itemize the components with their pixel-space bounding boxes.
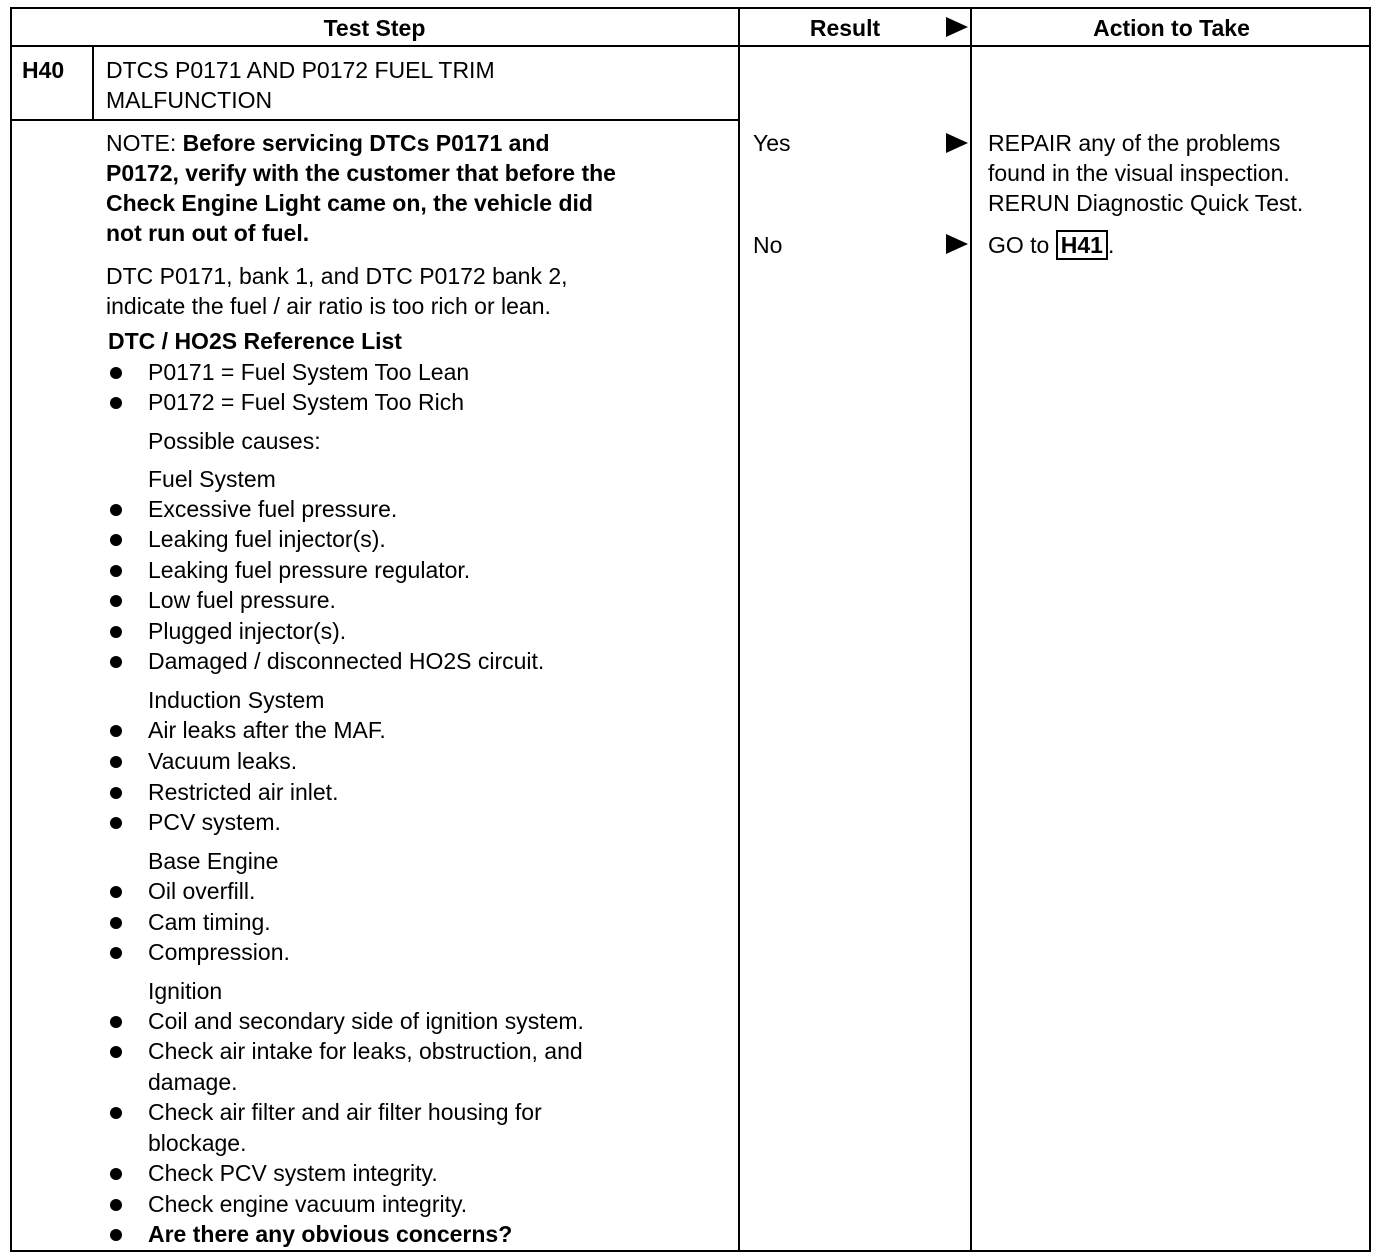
bullet-icon	[110, 817, 122, 829]
fuel-item: Excessive fuel pressure.	[148, 496, 398, 522]
base-engine-title: Base Engine	[148, 848, 279, 874]
bullet-icon	[110, 1199, 122, 1211]
ignition-item-continued: blockage.	[148, 1130, 247, 1156]
result-no-arrow-icon	[946, 234, 968, 254]
header-divider	[10, 45, 1371, 47]
bullet-icon	[110, 947, 122, 959]
step-id-divider	[92, 45, 94, 120]
induction-item: PCV system.	[148, 809, 281, 835]
fuel-item: Leaking fuel pressure regulator.	[148, 557, 471, 583]
fuel-system-title: Fuel System	[148, 466, 276, 492]
step-title-divider	[10, 119, 739, 121]
base-engine-item: Compression.	[148, 939, 290, 965]
bullet-icon	[110, 1229, 122, 1241]
note-line2: P0172, verify with the customer that before the	[106, 160, 616, 186]
fuel-item: Plugged injector(s).	[148, 618, 347, 644]
note-line4: not run out of fuel.	[106, 220, 310, 246]
column-divider-result	[738, 7, 740, 1252]
result-no: No	[753, 232, 783, 258]
goto-step-link[interactable]: H41	[1056, 230, 1108, 260]
bullet-icon	[110, 504, 122, 516]
ignition-item-continued: damage.	[148, 1069, 238, 1095]
bullet-icon	[110, 534, 122, 546]
ignition-item: Check air filter and air filter housing for	[148, 1099, 542, 1125]
ignition-question: Are there any obvious concerns?	[148, 1221, 513, 1247]
note-line3: Check Engine Light came on, the vehicle did	[106, 190, 593, 216]
induction-system-title: Induction System	[148, 687, 325, 713]
reference-item: P0172 = Fuel System Too Rich	[148, 389, 464, 415]
ignition-title: Ignition	[148, 978, 223, 1004]
fuel-item: Leaking fuel injector(s).	[148, 526, 386, 552]
reference-title: DTC / HO2S Reference List	[108, 328, 402, 354]
ignition-item: Check engine vacuum integrity.	[148, 1191, 468, 1217]
header-test-step: Test Step	[323, 15, 426, 41]
bullet-icon	[110, 756, 122, 768]
action-no	[988, 230, 1114, 260]
bullet-icon	[110, 397, 122, 409]
bullet-icon	[110, 656, 122, 668]
step-title-line2: MALFUNCTION	[106, 87, 273, 113]
ignition-item: Coil and secondary side of ignition system.	[148, 1008, 584, 1034]
step-title-line1: DTCS P0171 AND P0172 FUEL TRIM	[106, 57, 495, 83]
possible-causes: Possible causes:	[148, 428, 321, 454]
bullet-icon	[110, 565, 122, 577]
action-no-suffix: .	[1107, 232, 1115, 258]
header-result: Result	[809, 15, 881, 41]
action-no-prefix: GO to	[988, 232, 1056, 258]
base-engine-item: Cam timing.	[148, 909, 271, 935]
bullet-icon	[110, 1016, 122, 1028]
bullet-icon	[110, 595, 122, 607]
induction-item: Air leaks after the MAF.	[148, 717, 386, 743]
bullet-icon	[110, 1107, 122, 1119]
note-line1	[106, 128, 550, 158]
bullet-icon	[110, 725, 122, 737]
note-bold: Before servicing DTCs P0171 and	[182, 130, 550, 156]
bullet-icon	[110, 1168, 122, 1180]
result-yes-arrow-icon	[946, 133, 968, 153]
induction-item: Restricted air inlet.	[148, 779, 339, 805]
fuel-item: Low fuel pressure.	[148, 587, 336, 613]
step-id: H40	[22, 57, 65, 83]
bullet-icon	[110, 886, 122, 898]
description-line2: indicate the fuel / air ratio is too rich or lean.	[106, 293, 551, 319]
reference-item: P0171 = Fuel System Too Lean	[148, 359, 470, 385]
header-arrow-icon	[946, 17, 968, 37]
ignition-item: Check PCV system integrity.	[148, 1160, 438, 1186]
action-yes-line1: REPAIR any of the problems	[988, 130, 1281, 156]
action-yes-line3: RERUN Diagnostic Quick Test.	[988, 190, 1304, 216]
fuel-item: Damaged / disconnected HO2S circuit.	[148, 648, 545, 674]
header-action: Action to Take	[1093, 15, 1250, 41]
note-prefix: NOTE:	[106, 130, 183, 156]
ignition-item: Check air intake for leaks, obstruction, and	[148, 1038, 583, 1064]
bullet-icon	[110, 626, 122, 638]
column-divider-action	[970, 7, 972, 1252]
bullet-icon	[110, 1046, 122, 1058]
action-yes-line2: found in the visual inspection.	[988, 160, 1290, 186]
bullet-icon	[110, 787, 122, 799]
result-yes: Yes	[753, 130, 791, 156]
induction-item: Vacuum leaks.	[148, 748, 298, 774]
description-line1: DTC P0171, bank 1, and DTC P0172 bank 2,	[106, 263, 568, 289]
bullet-icon	[110, 367, 122, 379]
bullet-icon	[110, 917, 122, 929]
base-engine-item: Oil overfill.	[148, 878, 256, 904]
